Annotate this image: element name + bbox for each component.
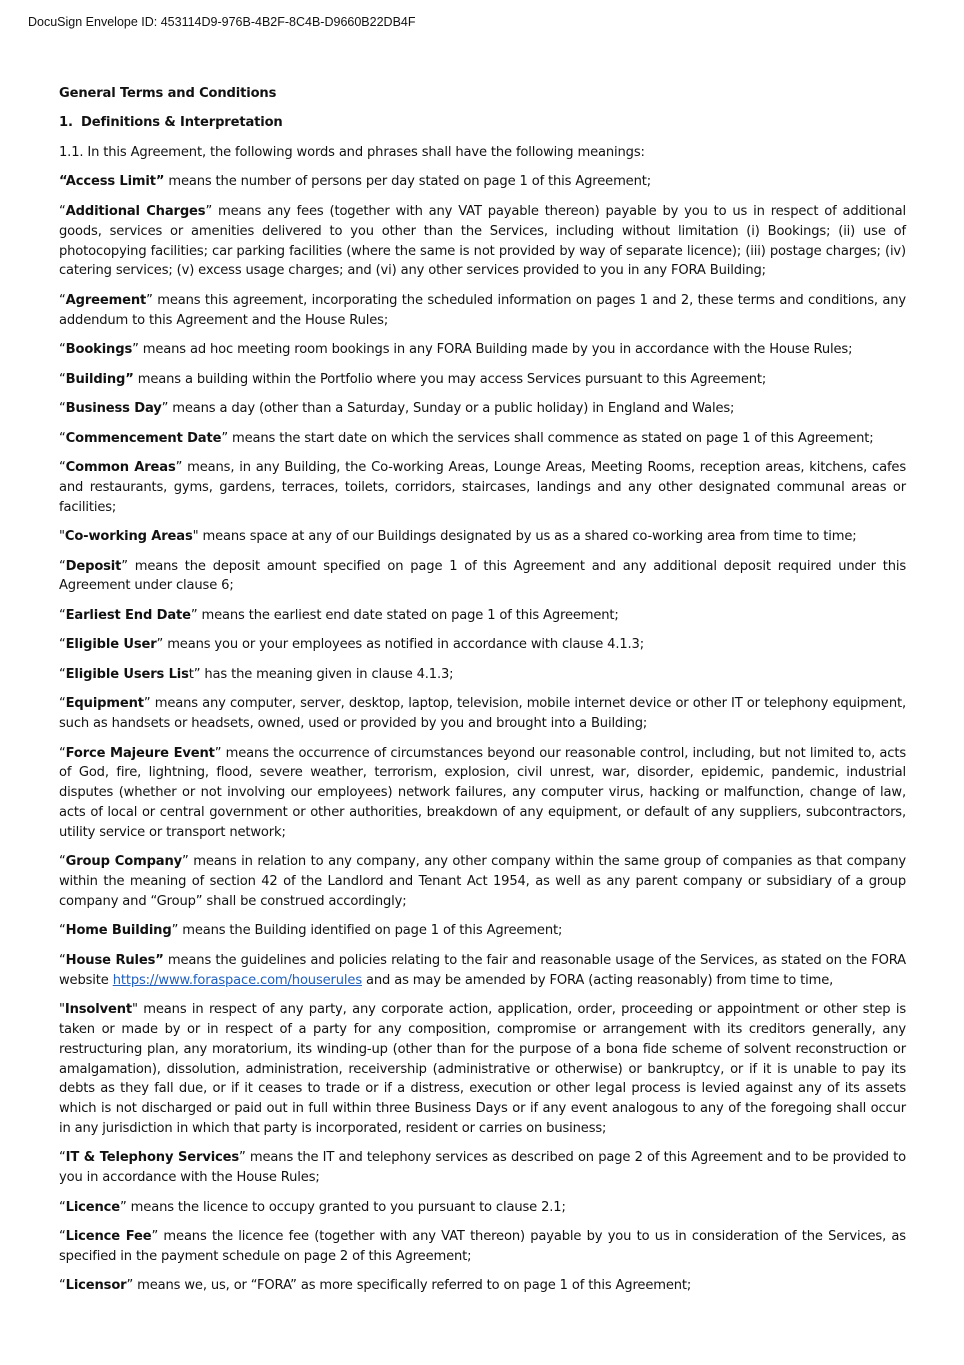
definition-term: Co-working Areas: [64, 529, 193, 545]
definition-item: [59, 557, 906, 597]
definition-text: means in relation to any company, any other company within the same group of companies as that company within the meaning of section 42 of the Landlord and Tenant Act 1954, as well as any parent company or subsidiary of a group company and “Group” shall be construed accordingly;: [59, 854, 906, 909]
definition-close-quote: ”: [175, 460, 183, 476]
definition-open-quote: “: [59, 342, 66, 358]
definition-item: [59, 744, 906, 843]
definition-close-quote: t”: [188, 666, 201, 682]
definition-close-quote: ”: [121, 558, 128, 574]
definition-open-quote: “: [59, 1150, 66, 1166]
definition-term: Group Company: [65, 854, 183, 870]
definition-open-quote: “: [59, 1199, 66, 1215]
definition-close-quote: ”: [120, 1199, 127, 1215]
definitions-intro: 1.1. In this Agreement, the following words and phrases shall have the following meanings:: [59, 144, 645, 160]
definition-text: means any fees (together with any VAT payable thereon) payable by you to us in respect of additional goods, services or amenities delivered to you other than the Services, including without limitation (i) Bookings; (ii) use of photocopying facilities; car parking facilities (where the same is not provided by way of separate licence); (iii) postage charges; (iv) catering services; (v) excess usage charges; and (vi) any other services provided to you in any FORA Building;: [59, 203, 906, 279]
definition-item: [59, 202, 906, 281]
definition-text: means the start date on which the services shall commence as stated on page 1 of this Agreement;: [227, 430, 874, 446]
definition-open-quote: “: [59, 401, 66, 417]
definition-term: Equipment: [65, 696, 144, 712]
definition-term: Force Majeure Event: [65, 745, 215, 761]
definition-term: Bookings: [65, 342, 133, 358]
definition-text: means we, us, or “FORA” as more specifically referred to on page 1 of this Agreement;: [133, 1278, 692, 1294]
definition-open-quote: “: [59, 203, 66, 219]
definition-text: means the IT and telephony services as described on page 2 of this Agreement and to be provided to you in accordance with the House Rules;: [59, 1150, 906, 1186]
definition-close-quote: ”: [151, 1229, 159, 1245]
definition-close-quote: ": [132, 1002, 138, 1018]
definition-term: Additional Charges: [65, 203, 206, 219]
definition-open-quote: ": [59, 1002, 65, 1018]
section-number: 1.: [59, 115, 73, 131]
definition-text-after: and as may be amended by FORA (acting reasonably) from time to time,: [362, 972, 834, 988]
definition-close-quote: ”: [239, 1150, 246, 1166]
docusign-envelope-id: DocuSign Envelope ID: 453114D9-976B-4B2F-8C4B-D9660B22DB4F: [28, 15, 416, 29]
definition-text: means the occurrence of circumstances beyond our reasonable control, including, but not limited to, acts of God, fire, lightning, flood, severe weather, terrorism, explosion, civil unrest, war, disorder, epidemic, pandemic, industrial disputes (whether or not involving our employees) network failures, any computer virus, hacking or malfunction, change of law, acts of local or central government or other authorities, breakdown of any equipment, or default of any suppliers, subcontractors, utility service or transport network;: [59, 745, 906, 840]
definition-text: means you or your employees as notified in accordance with clause 4.1.3;: [163, 637, 644, 653]
definition-text: means the deposit amount specified on page 1 of this Agreement and any additional deposit required under this Agreement under clause 6;: [59, 558, 906, 594]
definition-open-quote: “: [59, 854, 66, 870]
definition-item: [59, 1227, 906, 1267]
definition-item: [59, 429, 906, 449]
definition-term: Earliest End Date: [65, 607, 191, 623]
definition-open-quote: “: [59, 1278, 66, 1294]
definition-close-quote: ”: [146, 292, 153, 308]
definition-item: [59, 694, 906, 734]
definition-open-quote: “: [59, 745, 66, 761]
definition-open-quote: “: [59, 292, 66, 308]
definition-term: Deposit: [65, 558, 122, 574]
definition-open-quote: “: [59, 666, 66, 682]
definition-term: Licensor: [65, 1278, 127, 1294]
definition-open-quote: “: [59, 460, 66, 476]
definition-close-quote: ”: [221, 430, 228, 446]
definition-open-quote: “: [59, 1229, 66, 1245]
definition-item: [59, 1276, 906, 1296]
definition-item: [59, 458, 906, 517]
definition-close-quote: ”: [156, 637, 164, 653]
definition-open-quote: “: [59, 696, 66, 712]
definition-text: means the licence fee (together with any VAT thereon) payable by you to us in consideration of the Services, as specified in the payment schedule on page 2 of this Agreement;: [59, 1229, 906, 1264]
definition-text: means a day (other than a Saturday, Sunday or a public holiday) in England and Wales;: [168, 401, 735, 417]
definition-text: has the meaning given in clause 4.1.3;: [200, 666, 454, 682]
definition-text: means the number of persons per day stated on page 1 of this Agreement;: [164, 174, 651, 190]
definition-item: [59, 1000, 906, 1139]
definition-close-quote: ”: [132, 342, 139, 358]
definition-term: Business Day: [65, 401, 162, 417]
definition-close-quote: ”: [205, 203, 213, 219]
definition-close-quote: ”: [161, 401, 169, 417]
definition-item: [59, 635, 906, 655]
definitions-list: [59, 172, 906, 1296]
definition-open-quote: ": [59, 529, 65, 545]
section-title: Definitions & Interpretation: [81, 115, 283, 131]
definition-item: [59, 852, 906, 911]
definition-open-quote: “: [59, 952, 66, 968]
definition-open-quote: “: [59, 430, 66, 446]
definition-item: [59, 1198, 906, 1218]
definition-close-quote: ”: [126, 1278, 134, 1294]
definition-close-quote: ": [192, 529, 199, 545]
definition-text: means in respect of any party, any corporate action, application, order, proceeding or appointment or other step is taken or made by or in respect of a party for any composition, compromise or arrangement with its creditors generally, any restructuring plan, any moratorium, its winding-up (other than for the purpose of a bona fide scheme of solvent reconstruction or amalgamation), dissolution, administration, receivership (administrative or otherwise) or bankruptcy, or if it is unable to pay its debts as they fall due, or if it ceases to trade or if a distress, execution or other legal process is levied against any of its assets which is not discharged or paid out in full within three Business Days or if any event analogous to any of the foregoing shall occur in any jurisdiction in which that party is incorporated, resident or carries on business;: [59, 1002, 906, 1136]
definition-text: means this agreement, incorporating the scheduled information on pages 1 and 2, these terms and conditions, any addendum to this Agreement and the House Rules;: [59, 292, 906, 328]
definition-term: House Rules”: [65, 952, 164, 968]
definition-item: [59, 665, 906, 685]
definition-term: Eligible User: [65, 637, 157, 653]
definition-term: Home Building: [65, 923, 172, 939]
definition-text: means any computer, server, desktop, laptop, television, mobile internet device or other IT or telephony equipment, such as handsets or headsets, owned, used or provided by you and brought into a Building;: [59, 696, 906, 732]
definition-term: IT & Telephony Services: [65, 1150, 240, 1166]
definition-item: [59, 172, 906, 192]
definition-close-quote: ”: [190, 607, 198, 623]
definition-text: means the Building identified on page 1 of this Agreement;: [178, 923, 563, 939]
house-rules-link[interactable]: https://www.foraspace.com/houserules: [112, 972, 362, 988]
definition-text: means the earliest end date stated on page 1 of this Agreement;: [197, 607, 619, 623]
definition-item: [59, 340, 906, 360]
definition-term: Building”: [65, 371, 134, 387]
definition-text: means the licence to occupy granted to you pursuant to clause 2.1;: [126, 1199, 566, 1215]
definition-term: Insolvent: [64, 1002, 132, 1018]
definition-open-quote: “: [59, 607, 66, 623]
definition-item: [59, 399, 906, 419]
definition-term: “Access Limit”: [59, 174, 165, 190]
definition-open-quote: “: [59, 923, 66, 939]
definition-close-quote: ”: [171, 923, 179, 939]
definition-item: [59, 370, 906, 390]
definition-open-quote: “: [59, 371, 66, 387]
definition-term: Licence: [65, 1199, 121, 1215]
definition-text: means space at any of our Buildings designated by us as a shared co-working area from time to time;: [198, 529, 857, 545]
definition-item: [59, 606, 906, 626]
definition-term: Common Areas: [65, 460, 176, 476]
definition-text: means the guidelines and policies relating to the fair and reasonable usage of the Services, as stated on the FORA website: [59, 952, 906, 988]
definition-close-quote: ”: [182, 854, 189, 870]
definition-open-quote: “: [59, 558, 66, 574]
definition-text: means ad hoc meeting room bookings in any FORA Building made by you in accordance with the House Rules;: [138, 342, 853, 358]
document-title: General Terms and Conditions: [59, 86, 277, 101]
definition-close-quote: ”: [143, 696, 151, 712]
definition-text: means a building within the Portfolio where you may access Services pursuant to this Agreement;: [133, 371, 767, 387]
definition-text: means, in any Building, the Co-working Areas, Lounge Areas, Meeting Rooms, reception areas, kitchens, cafes and restaurants, gyms, gardens, terraces, toilets, corridors, staircases, landings and any other designated communal areas or facilities;: [59, 460, 906, 515]
definition-item: [59, 951, 906, 991]
definition-term: Licence Fee: [65, 1229, 152, 1245]
definition-item: [59, 527, 906, 547]
definition-term: Eligible Users Lis: [65, 666, 189, 682]
section-heading: [59, 113, 906, 133]
definition-term: Agreement: [65, 292, 147, 308]
document-body: [59, 84, 906, 1306]
definition-item: [59, 1148, 906, 1188]
definition-close-quote: ”: [214, 745, 222, 761]
definition-term: Commencement Date: [65, 430, 222, 446]
definition-item: [59, 291, 906, 331]
definition-item: [59, 921, 906, 941]
definition-open-quote: “: [59, 637, 66, 653]
